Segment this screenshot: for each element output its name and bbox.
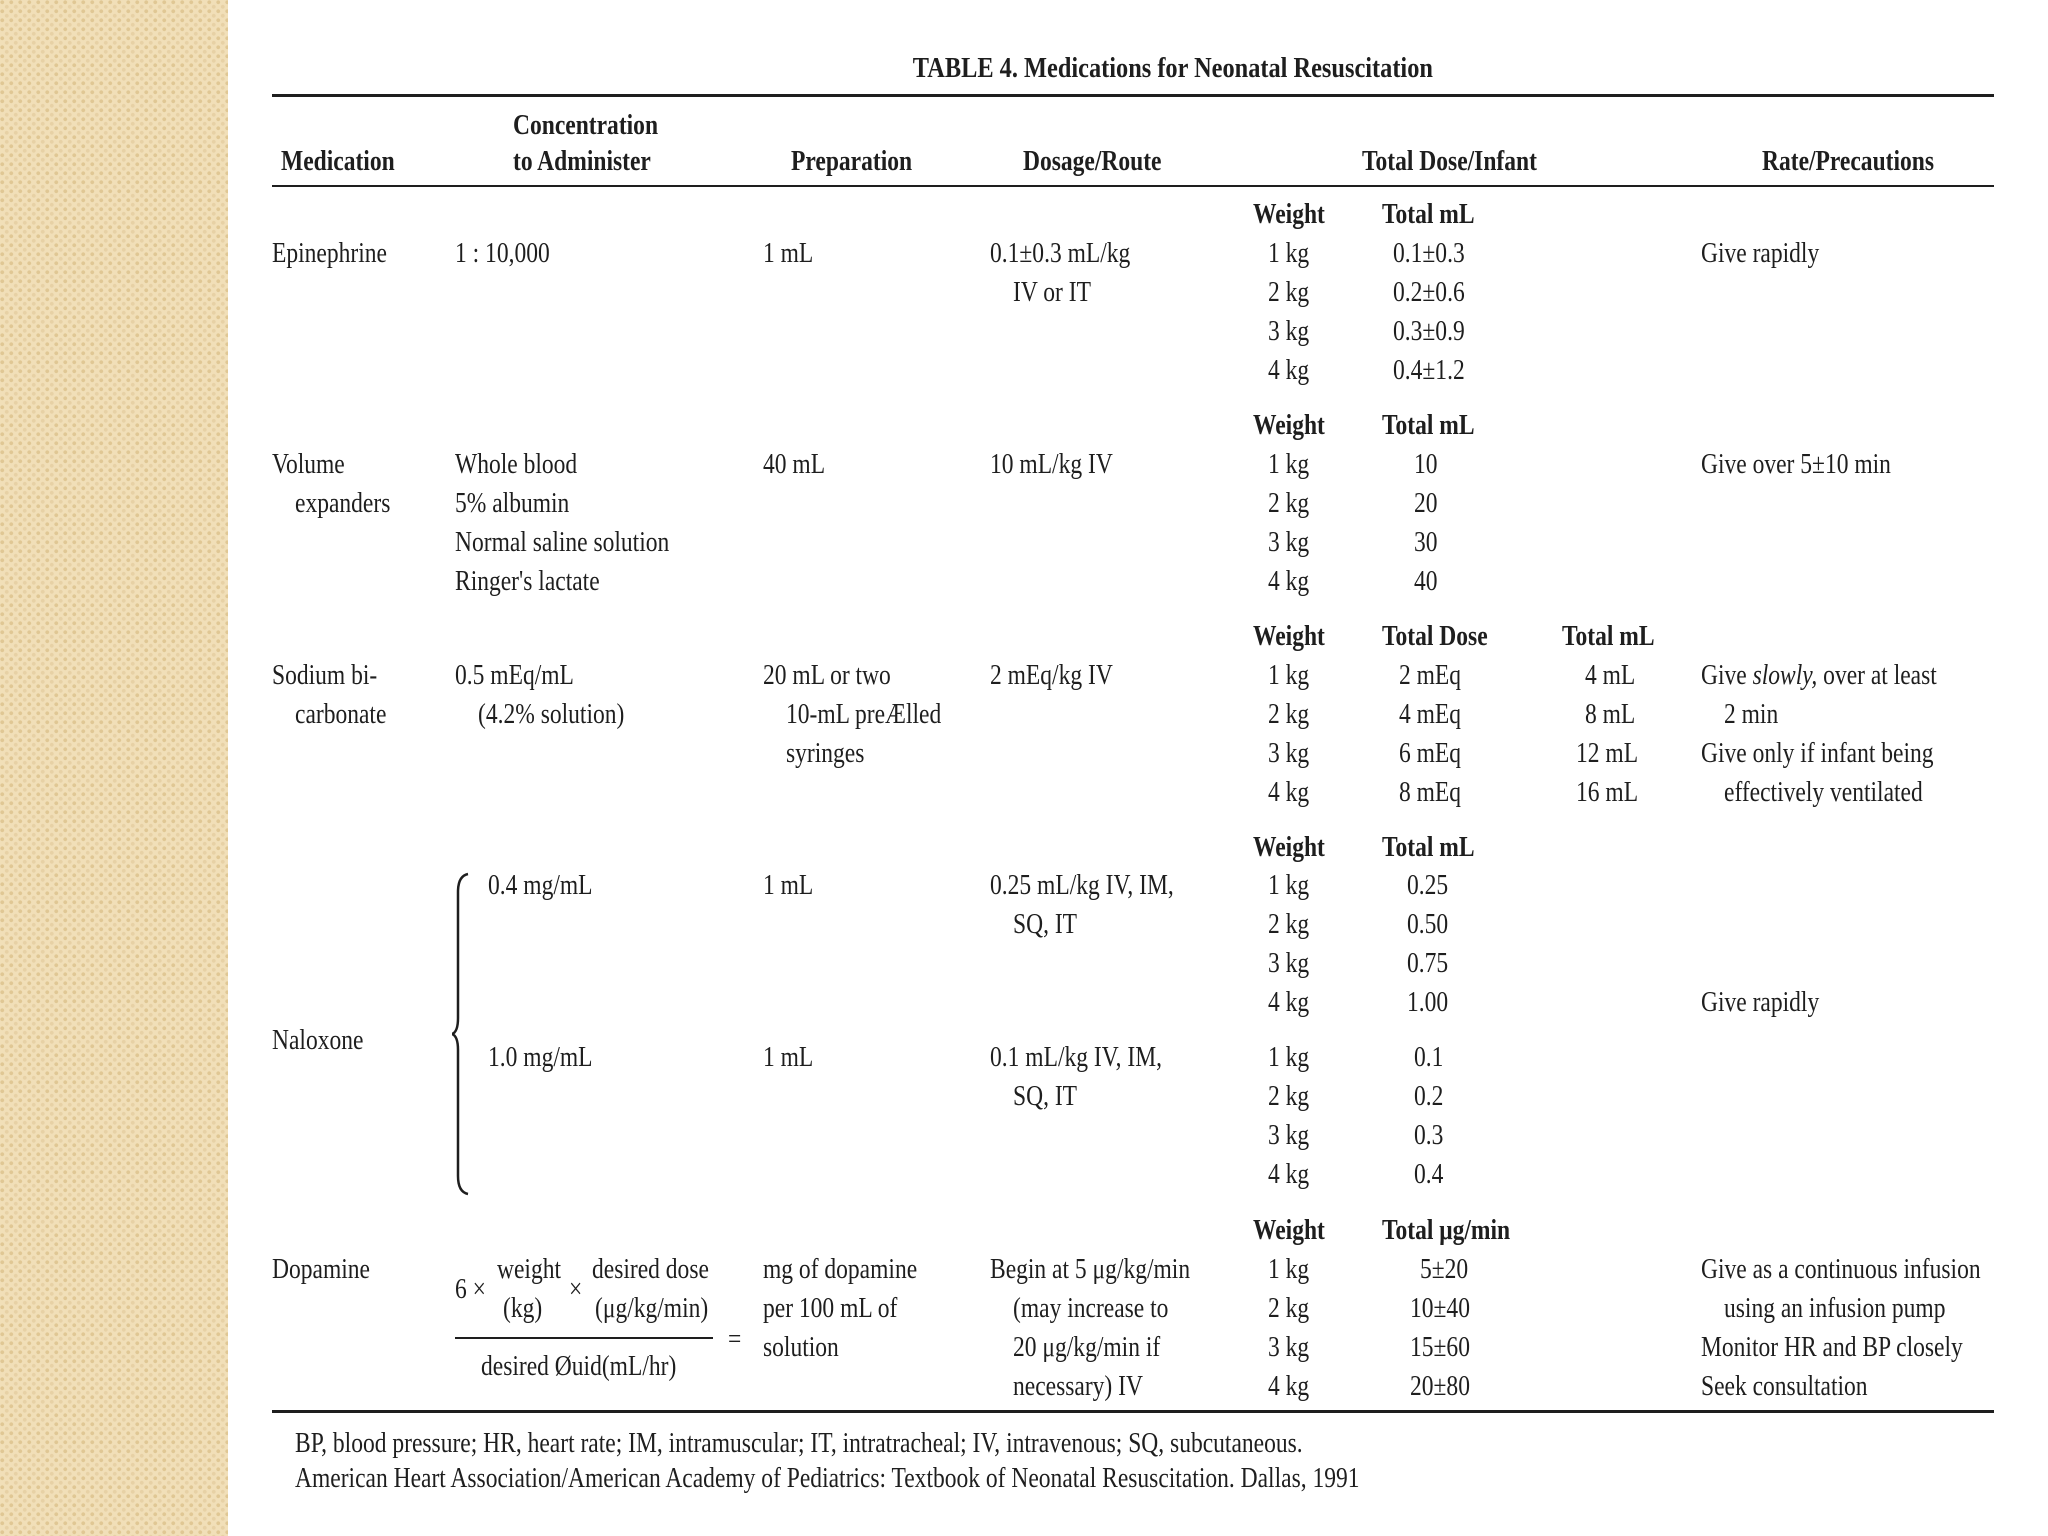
dosage-line: necessary) IV: [1013, 1371, 1143, 1402]
total-value: 40: [1414, 566, 1438, 597]
total-header: Total mL: [1382, 410, 1475, 441]
concentration: 0.5 mEq/mL: [455, 660, 574, 691]
weight-value: 1 kg: [1268, 1042, 1310, 1073]
total-ml-value: 4 mL: [1585, 660, 1636, 691]
weight-value: 4 kg: [1268, 1159, 1310, 1190]
header-medication: Medication: [281, 146, 395, 177]
rate-precaution: 2 min: [1724, 699, 1779, 730]
medication-name: Sodium bi-: [272, 660, 378, 691]
weight-header: Weight: [1253, 199, 1325, 230]
footnote-source: American Heart Association/American Academy of Pediatrics: Textbook of Neonatal Resuscitation. Dallas, 1991: [295, 1463, 1360, 1494]
formula-weight-unit: (kg): [503, 1293, 543, 1324]
formula-fraction-bar: [455, 1337, 713, 1339]
total-header: Total mL: [1382, 832, 1475, 863]
weight-value: 2 kg: [1268, 1081, 1310, 1112]
header-rule: [272, 185, 1994, 187]
total-value: 0.3±0.9: [1393, 316, 1465, 347]
dosage-line: Begin at 5 μg/kg/min: [990, 1254, 1191, 1285]
concentration: 1.0 mg/mL: [488, 1042, 593, 1073]
weight-value: 3 kg: [1268, 527, 1310, 558]
rate-emphasis: slowly,: [1752, 660, 1818, 691]
preparation: 1 mL: [763, 870, 814, 901]
rate-precaution: [1701, 656, 1937, 696]
total-value: 0.2±0.6: [1393, 277, 1465, 308]
preparation: 1 mL: [763, 1042, 814, 1073]
weight-value: 1 kg: [1268, 449, 1310, 480]
header-concentration-line2: to Administer: [513, 146, 651, 177]
weight-value: 4 kg: [1268, 355, 1310, 386]
total-value: 0.75: [1407, 948, 1449, 979]
formula-dose-unit: (μg/kg/min): [595, 1293, 709, 1324]
rate-precaution: Give over 5±10 min: [1701, 449, 1891, 480]
weight-value: 3 kg: [1268, 1332, 1310, 1363]
total-ml-value: 12 mL: [1576, 738, 1639, 769]
weight-value: 2 kg: [1268, 488, 1310, 519]
rate-precaution: Give rapidly: [1701, 238, 1820, 269]
weight-value: 3 kg: [1268, 1120, 1310, 1151]
total-value: 0.25: [1407, 870, 1449, 901]
medication-name: Epinephrine: [272, 238, 387, 269]
dosage-line: 20 μg/kg/min if: [1013, 1332, 1161, 1363]
formula-factor: 6 ×: [455, 1274, 486, 1305]
total-value: 0.3: [1414, 1120, 1444, 1151]
rate-suffix: over at least: [1817, 660, 1937, 691]
rate-precaution: Give as a continuous infusion: [1701, 1254, 1981, 1285]
medication-name: expanders: [295, 488, 391, 519]
header-rate-precautions: Rate/Precautions: [1762, 146, 1935, 177]
total-ml-header: Total mL: [1562, 621, 1655, 652]
total-dose-header: Total Dose: [1382, 621, 1488, 652]
total-dose-value: 4 mEq: [1399, 699, 1462, 730]
rate-precaution: Give only if infant being: [1701, 738, 1934, 769]
total-value: 30: [1414, 527, 1438, 558]
total-value: 0.2: [1414, 1081, 1444, 1112]
dosage-line: 0.1 mL/kg IV, IM,: [990, 1042, 1163, 1073]
medication-name: Volume: [272, 449, 345, 480]
dosage-line: 10 mL/kg IV: [990, 449, 1113, 480]
preparation: per 100 mL of: [763, 1293, 898, 1324]
weight-value: 1 kg: [1268, 870, 1310, 901]
dosage-line: IV or IT: [1013, 277, 1091, 308]
medication-name: carbonate: [295, 699, 387, 730]
total-value: 5±20: [1420, 1254, 1469, 1285]
preparation: solution: [763, 1332, 839, 1363]
brace-bracket: [452, 872, 476, 1196]
preparation: 40 mL: [763, 449, 826, 480]
total-header: Total μg/min: [1382, 1215, 1511, 1246]
dosage-line: SQ, IT: [1013, 1081, 1078, 1112]
weight-header: Weight: [1253, 1215, 1325, 1246]
dosage-line: SQ, IT: [1013, 909, 1078, 940]
dosage-line: 2 mEq/kg IV: [990, 660, 1113, 691]
weight-value: 2 kg: [1268, 909, 1310, 940]
rate-precaution: Give rapidly: [1701, 987, 1820, 1018]
weight-header: Weight: [1253, 410, 1325, 441]
preparation: 20 mL or two: [763, 660, 891, 691]
total-ml-value: 8 mL: [1585, 699, 1636, 730]
rate-precaution: Monitor HR and BP closely: [1701, 1332, 1963, 1363]
formula-equals: =: [728, 1324, 742, 1355]
weight-value: 4 kg: [1268, 987, 1310, 1018]
weight-value: 3 kg: [1268, 738, 1310, 769]
bottom-rule: [272, 1410, 1994, 1413]
top-rule: [272, 94, 1994, 97]
total-value: 20±80: [1410, 1371, 1470, 1402]
total-value: 0.4: [1414, 1159, 1444, 1190]
total-header: Total mL: [1382, 199, 1475, 230]
formula-dose: desired dose: [592, 1254, 709, 1285]
concentration: Whole blood: [455, 449, 578, 480]
weight-value: 4 kg: [1268, 1371, 1310, 1402]
total-value: 0.4±1.2: [1393, 355, 1465, 386]
weight-value: 1 kg: [1268, 238, 1310, 269]
weight-header: Weight: [1253, 621, 1325, 652]
weight-value: 3 kg: [1268, 316, 1310, 347]
header-concentration-line1: Concentration: [513, 110, 659, 141]
rate-prefix: Give: [1701, 660, 1753, 691]
weight-header: Weight: [1253, 832, 1325, 863]
total-value: 10: [1414, 449, 1438, 480]
medication-name: Naloxone: [272, 1025, 364, 1056]
rate-precaution: Seek consultation: [1701, 1371, 1868, 1402]
total-dose-value: 2 mEq: [1399, 660, 1462, 691]
total-value: 0.1±0.3: [1393, 238, 1465, 269]
dosage-line: 0.1±0.3 mL/kg: [990, 238, 1131, 269]
weight-value: 3 kg: [1268, 948, 1310, 979]
header-dosage-route: Dosage/Route: [1023, 146, 1162, 177]
preparation: syringes: [786, 738, 865, 769]
header-preparation: Preparation: [791, 146, 913, 177]
total-value: 0.1: [1414, 1042, 1444, 1073]
total-ml-value: 16 mL: [1576, 777, 1639, 808]
dosage-line: (may increase to: [1013, 1293, 1169, 1324]
concentration: 0.4 mg/mL: [488, 870, 593, 901]
weight-value: 4 kg: [1268, 566, 1310, 597]
total-value: 0.50: [1407, 909, 1449, 940]
weight-value: 1 kg: [1268, 660, 1310, 691]
formula-denominator: desired Øuid(mL/hr): [481, 1351, 677, 1382]
dosage-line: 0.25 mL/kg IV, IM,: [990, 870, 1174, 901]
total-value: 1.00: [1407, 987, 1449, 1018]
concentration: Normal saline solution: [455, 527, 670, 558]
preparation: 1 mL: [763, 238, 814, 269]
weight-value: 2 kg: [1268, 699, 1310, 730]
total-dose-value: 6 mEq: [1399, 738, 1462, 769]
rate-precaution: using an infusion pump: [1724, 1293, 1946, 1324]
total-dose-value: 8 mEq: [1399, 777, 1462, 808]
preparation: mg of dopamine: [763, 1254, 918, 1285]
header-total-dose-infant: Total Dose/Infant: [1362, 146, 1537, 177]
concentration: (4.2% solution): [478, 699, 625, 730]
concentration: Ringer's lactate: [455, 566, 600, 597]
rate-precaution: effectively ventilated: [1724, 777, 1923, 808]
weight-value: 4 kg: [1268, 777, 1310, 808]
weight-value: 1 kg: [1268, 1254, 1310, 1285]
medication-name: Dopamine: [272, 1254, 370, 1285]
total-value: 20: [1414, 488, 1438, 519]
formula-times: ×: [569, 1274, 583, 1305]
total-value: 10±40: [1410, 1293, 1470, 1324]
total-value: 15±60: [1410, 1332, 1470, 1363]
preparation: 10-mL preÆlled: [786, 699, 942, 730]
concentration: 1 : 10,000: [455, 238, 550, 269]
weight-value: 2 kg: [1268, 277, 1310, 308]
table-title: TABLE 4. Medications for Neonatal Resuscitation: [912, 52, 1433, 84]
footnote-abbreviations: BP, blood pressure; HR, heart rate; IM, intramuscular; IT, intratracheal; IV, intravenous; SQ, subcutaneous.: [295, 1428, 1303, 1459]
formula-weight: weight: [497, 1254, 562, 1285]
concentration: 5% albumin: [455, 488, 570, 519]
weight-value: 2 kg: [1268, 1293, 1310, 1324]
